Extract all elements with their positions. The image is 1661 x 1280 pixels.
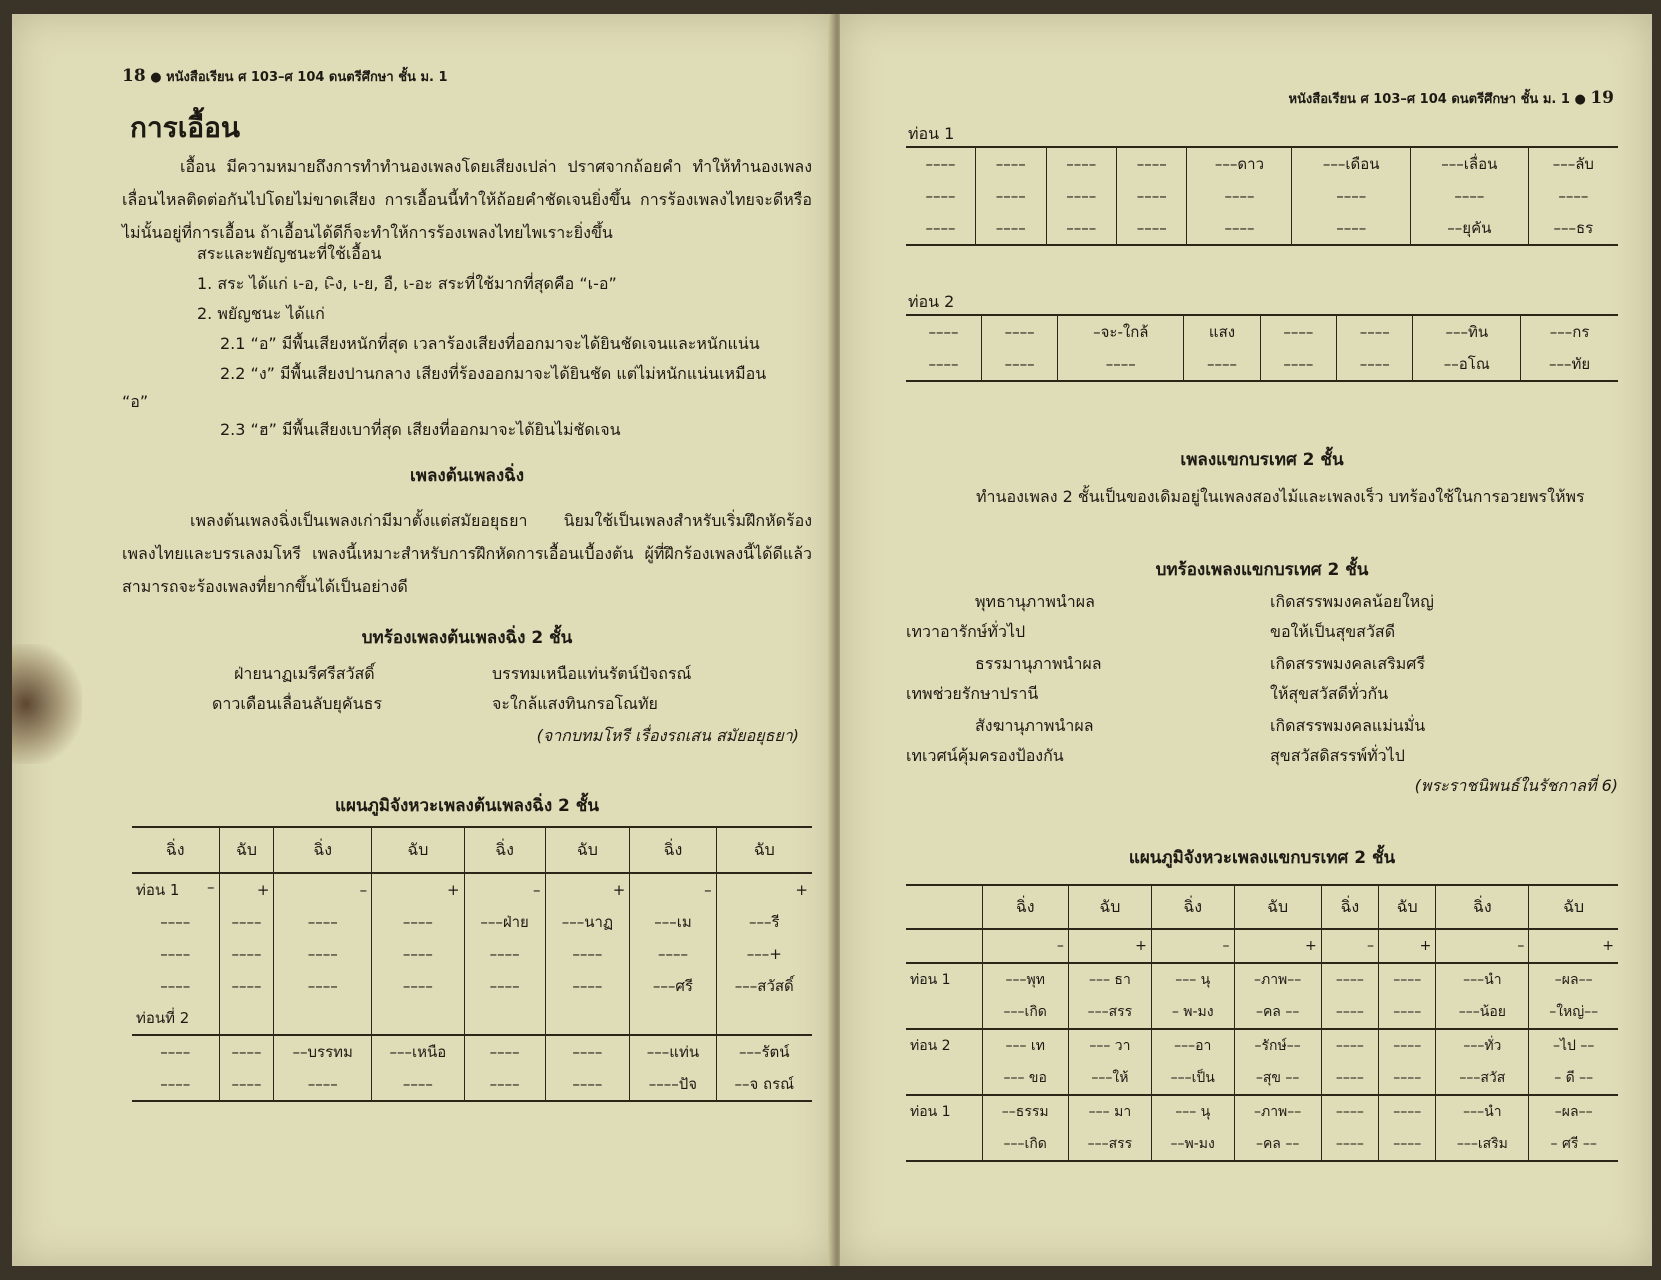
table-cell: –––– bbox=[464, 1035, 545, 1068]
table-cell: –––ทิน bbox=[1413, 315, 1521, 348]
header-cell: ฉับ bbox=[716, 827, 812, 873]
table-cell: –––สรร bbox=[1068, 996, 1151, 1029]
table-cell: –––– bbox=[545, 970, 630, 1002]
table-cell: –ภาพ–– bbox=[1234, 1095, 1321, 1128]
table-row bbox=[906, 348, 1618, 381]
table-cell: –––– bbox=[1058, 348, 1184, 381]
table-cell: –––เป็น bbox=[1151, 1062, 1234, 1095]
table-cell: –––– bbox=[274, 970, 372, 1002]
continued-table-part-2 bbox=[906, 314, 1618, 382]
table-cell: ––– ขอ bbox=[982, 1062, 1068, 1095]
table-cell: –––– bbox=[925, 155, 956, 173]
table-cell: –––– bbox=[1260, 348, 1336, 381]
table-cell: –––– bbox=[372, 906, 465, 938]
table-cell: –––– bbox=[545, 1035, 630, 1068]
table-cell: –––– bbox=[928, 355, 959, 373]
lyric-line: บรรทมเหนือแท่นรัตน์ปัจถรณ์ bbox=[492, 664, 692, 683]
table-cell: –––เสริม bbox=[1436, 1128, 1529, 1161]
list-item: “อ” bbox=[122, 392, 149, 411]
beat-mark: – bbox=[982, 929, 1068, 963]
header-cell: ฉับ bbox=[1529, 885, 1618, 929]
table-cell: –––นำ bbox=[1436, 963, 1529, 996]
page-number: 18 bbox=[122, 66, 146, 86]
table-cell: ––จ ถรณ์ bbox=[716, 1068, 812, 1101]
beat-mark: + bbox=[1379, 929, 1436, 963]
table-cell: –––– bbox=[219, 1068, 274, 1101]
song-heading: เพลงต้นเพลงฉิ่ง bbox=[409, 466, 524, 486]
table-cell: –––รี bbox=[716, 906, 812, 938]
table-cell: –––– bbox=[630, 938, 716, 970]
table-row bbox=[132, 906, 812, 938]
table-row bbox=[906, 963, 1618, 996]
table-cell: –––– bbox=[372, 938, 465, 970]
lyric-line: เทเวศน์คุ้มครองป้องกัน bbox=[906, 746, 1064, 765]
table-row bbox=[132, 938, 812, 970]
lyric-line: สังฆานุภาพนำผล bbox=[975, 716, 1094, 735]
table-cell: –––– bbox=[160, 913, 191, 931]
section-label: ท่อน 2 bbox=[908, 292, 955, 311]
table-cell: –จะ-ใกล้ bbox=[1058, 315, 1184, 348]
beat-mark: – bbox=[464, 873, 545, 906]
table-cell: –––– bbox=[1321, 1029, 1378, 1062]
table-cell: ––– นุ bbox=[1151, 1095, 1234, 1128]
table-cell: –––ให้ bbox=[1068, 1062, 1151, 1095]
table-cell: –––น้อย bbox=[1436, 996, 1529, 1029]
table-cell: –––– bbox=[464, 970, 545, 1002]
table-cell: –––– bbox=[464, 938, 545, 970]
table-cell: –––แท่น bbox=[630, 1035, 716, 1068]
table-row bbox=[906, 996, 1618, 1029]
table-cell: –––– bbox=[1292, 212, 1411, 245]
table-cell: –––เกิด bbox=[982, 1128, 1068, 1161]
table-cell: –สุข –– bbox=[1234, 1062, 1321, 1095]
table-cell: –––– bbox=[925, 187, 956, 205]
table-cell: –ไป –– bbox=[1529, 1029, 1618, 1062]
list-item: 1. สระ ได้แก่ เ-อ, เ-ิง, เ-ย, อื, เ-อะ สระที่ใช้มากที่สุดคือ “เ-อ” bbox=[197, 274, 617, 293]
lyric-line: ให้สุขสวัสดีทั่วกัน bbox=[1270, 684, 1389, 703]
table-cell: –––– bbox=[1321, 1095, 1378, 1128]
table-cell: –––– bbox=[219, 938, 274, 970]
table-cell: ––ธรรม bbox=[982, 1095, 1068, 1128]
table-cell: – ดี –– bbox=[1529, 1062, 1618, 1095]
table-cell: –––ฝ่าย bbox=[464, 906, 545, 938]
table-row bbox=[132, 1002, 812, 1035]
table-cell: –––– bbox=[1292, 180, 1411, 212]
section-title: การเอื้อน bbox=[130, 111, 241, 144]
table-cell: –––นำ bbox=[1436, 1095, 1529, 1128]
table-cell: –––เกิด bbox=[982, 996, 1068, 1029]
table-cell: –––– bbox=[1337, 315, 1413, 348]
table-cell: –––– bbox=[545, 938, 630, 970]
table-cell: –––กร bbox=[1521, 315, 1618, 348]
lyric-source: (จากบทมโหรี เรื่องรถเสน สมัยอยุธยา) bbox=[536, 726, 799, 745]
table-cell: –––– bbox=[1046, 147, 1116, 180]
table-cell: ––พ-มง bbox=[1151, 1128, 1234, 1161]
header-bullet: ● bbox=[150, 70, 162, 85]
beat-mark: + bbox=[219, 873, 274, 906]
lyric-line: เทวาอารักษ์ทั่วไป bbox=[906, 622, 1026, 641]
table-cell: –––– bbox=[274, 1068, 372, 1101]
table-cell: –––เหนือ bbox=[372, 1035, 465, 1068]
header-cell: ฉับ bbox=[1234, 885, 1321, 929]
table-row bbox=[132, 1035, 812, 1068]
table-cell: ––––ปัจ bbox=[630, 1068, 716, 1101]
table-cell: –––เม bbox=[630, 906, 716, 938]
list-item: 2.1 “อ” มีพื้นเสียงหนักที่สุด เวลาร้องเสียงที่ออกมาจะได้ยินชัดเจนและหนักแน่น bbox=[220, 334, 760, 353]
table-cell: –ภาพ–– bbox=[1234, 963, 1321, 996]
song-heading: เพลงแขกบรเทศ 2 ชั้น bbox=[1180, 450, 1344, 470]
lyric-line: ฝ่ายนาฏเมรีศรีสวัสดิ์ bbox=[234, 664, 375, 683]
header-cell: ฉิ่ง bbox=[165, 839, 185, 859]
table-cell: –––– bbox=[1379, 1095, 1436, 1128]
header-cell: ฉิ่ง bbox=[982, 885, 1068, 929]
table-row bbox=[132, 873, 812, 906]
table-cell: –––– bbox=[1528, 180, 1618, 212]
section-label: ท่อน 1 bbox=[908, 124, 955, 143]
table-cell: –คล –– bbox=[1234, 996, 1321, 1029]
section-label: ท่อนที่ 2 bbox=[136, 1009, 190, 1027]
table-cell: –––– bbox=[1321, 1128, 1378, 1161]
table-cell: –––– bbox=[1321, 963, 1378, 996]
lyric-heading: บทร้องเพลงแขกบรเทศ 2 ชั้น bbox=[1155, 560, 1369, 580]
table-cell: –––– bbox=[545, 1068, 630, 1101]
table-cell: –––– bbox=[976, 147, 1046, 180]
table-cell: –––เดือน bbox=[1292, 147, 1411, 180]
section-label: ท่อน 1 bbox=[136, 881, 180, 899]
table-cell: –––– bbox=[925, 219, 956, 237]
table-cell: –––– bbox=[160, 977, 191, 995]
table-cell: –––– bbox=[1321, 996, 1378, 1029]
continued-table bbox=[906, 146, 1618, 246]
table-row bbox=[906, 1128, 1618, 1161]
book-title: หนังสือเรียน ศ 103–ศ 104 ดนตรีศึกษา ชั้น ม. 1 bbox=[166, 70, 448, 85]
beat-mark-row bbox=[906, 929, 1618, 963]
table-cell: –––– bbox=[1187, 212, 1292, 245]
table-cell: –––– bbox=[219, 1035, 274, 1068]
header-cell: ฉับ bbox=[545, 827, 630, 873]
beat-mark: – bbox=[207, 878, 215, 896]
table-cell: –––– bbox=[1379, 1029, 1436, 1062]
table-cell: –––– bbox=[1187, 180, 1292, 212]
beat-mark: – bbox=[1321, 929, 1378, 963]
table-header-row bbox=[132, 827, 812, 873]
beat-mark: + bbox=[1529, 929, 1618, 963]
table-header-row bbox=[906, 885, 1618, 929]
page-number: 19 bbox=[1590, 88, 1614, 108]
table-cell: ––อโณ bbox=[1413, 348, 1521, 381]
table-cell: –ผล–– bbox=[1529, 1095, 1618, 1128]
table-cell: –รักษ์–– bbox=[1234, 1029, 1321, 1062]
table-cell: –––อา bbox=[1151, 1029, 1234, 1062]
table-row bbox=[906, 315, 1618, 348]
table-cell: ––– เท bbox=[982, 1029, 1068, 1062]
table-cell: –––– bbox=[976, 212, 1046, 245]
beat-mark: + bbox=[372, 873, 465, 906]
table-cell: –––– bbox=[160, 945, 191, 963]
song-paragraph: เพลงต้นเพลงฉิ่งเป็นเพลงเก่ามีมาตั้งแต่สมัยอยุธยา นิยมใช้เป็นเพลงสำหรับเริ่มฝึกหัดร้องเพลงไทยและบรรเลงมโหรี เพลงนี้เหมาะสำหรับการฝึกหัดการเอื้อนเบื้องต้น ผู้ที่ฝึกร้องเพลงนี้ได้ดีแล้วสามารถจะร้องเพลงที่ยากขึ้นได้เป็นอย่างดี bbox=[122, 511, 812, 596]
table-row bbox=[906, 212, 1618, 245]
section-label: ท่อน 2 bbox=[910, 1038, 951, 1054]
table-cell: ––– ธา bbox=[1068, 963, 1151, 996]
table-cell: –––– bbox=[219, 906, 274, 938]
table-cell: –––– bbox=[1117, 147, 1187, 180]
table-cell: –––พุท bbox=[982, 963, 1068, 996]
lyric-line: ดาวเดือนเลื่อนลับยุคันธร bbox=[212, 694, 382, 713]
table-cell: –––รัตน์ bbox=[716, 1035, 812, 1068]
lyric-line: พุทธานุภาพนำผล bbox=[975, 592, 1095, 611]
table-cell: –––– bbox=[1379, 1062, 1436, 1095]
table-row bbox=[906, 147, 1618, 180]
beat-mark: + bbox=[1068, 929, 1151, 963]
section-label: ท่อน 1 bbox=[910, 1104, 951, 1120]
table-cell: –––– bbox=[1260, 315, 1336, 348]
table-cell: ––ยุคัน bbox=[1411, 212, 1529, 245]
table-cell: –ใหญ่–– bbox=[1529, 996, 1618, 1029]
lyric-line: เกิดสรรพมงคลเสริมศรี bbox=[1270, 654, 1426, 673]
table-cell: –––– bbox=[160, 1075, 191, 1093]
beat-mark: – bbox=[1151, 929, 1234, 963]
table-cell: –––– bbox=[928, 323, 959, 341]
lyric-source: (พระราชนิพนธ์ในรัชกาลที่ 6) bbox=[1414, 776, 1618, 795]
table-cell: แสง bbox=[1184, 315, 1260, 348]
table-cell: – ศรี –– bbox=[1529, 1128, 1618, 1161]
table-cell: –––– bbox=[981, 315, 1057, 348]
table-cell: –––นาฏ bbox=[545, 906, 630, 938]
lyric-line: สุขสวัสดิสรรพ์ทั่วไป bbox=[1270, 746, 1405, 765]
song-paragraph: ทำนองเพลง 2 ชั้นเป็นของเดิมอยู่ในเพลงสองไม้และเพลงเร็ว บทร้องใช้ในการอวยพรให้พร bbox=[976, 487, 1585, 506]
table-cell: –––– bbox=[1046, 212, 1116, 245]
list-item: 2.2 “ง” มีพื้นเสียงปานกลาง เสียงที่ร้องออกมาจะได้ยินชัด แต่ไม่หนักแน่นเหมือน bbox=[220, 364, 767, 383]
header-bullet: ● bbox=[1574, 92, 1586, 107]
table-row bbox=[132, 970, 812, 1002]
intro-paragraph: เอื้อน มีความหมายถึงการทำทำนองเพลงโดยเสียงเปล่า ปราศจากถ้อยคำ ทำให้ทำนองเพลงเลื่อนไหลติดต่อกันไปโดยไม่ขาดเสียง การเอื้อนนี้ทำให้ถ้อยคำชัดเจนยิ่งขึ้น การร้องเพลงไทยจะดีหรือไม่นั้นอยู่ที่การเอื้อน ถ้าเอื้อนได้ดีก็จะทำให้การร้องเพลงไทยไพเราะยิ่งขึ้น bbox=[122, 157, 812, 242]
table-cell: –––– bbox=[976, 180, 1046, 212]
beat-mark: – bbox=[1436, 929, 1529, 963]
header-cell: ฉับ bbox=[372, 827, 465, 873]
beat-mark: – bbox=[630, 873, 716, 906]
table-cell: –––– bbox=[160, 1043, 191, 1061]
beat-mark: + bbox=[716, 873, 812, 906]
table-cell: –––– bbox=[1337, 348, 1413, 381]
beat-mark: + bbox=[1234, 929, 1321, 963]
lyric-heading: บทร้องเพลงต้นเพลงฉิ่ง 2 ชั้น bbox=[361, 628, 573, 648]
page-header bbox=[1288, 88, 1614, 109]
table-cell: –––ธร bbox=[1528, 212, 1618, 245]
book-title: หนังสือเรียน ศ 103–ศ 104 ดนตรีศึกษา ชั้น ม. 1 bbox=[1288, 92, 1570, 107]
right-page bbox=[840, 14, 1652, 1266]
table-cell: –––ศรี bbox=[630, 970, 716, 1002]
table-cell: –––+ bbox=[716, 938, 812, 970]
lyric-line: ขอให้เป็นสุขสวัสดี bbox=[1270, 622, 1396, 641]
table-cell: –––– bbox=[981, 348, 1057, 381]
table-cell: –––สวัสดิ์ bbox=[716, 970, 812, 1002]
left-page bbox=[12, 14, 835, 1266]
table-cell: –คล –– bbox=[1234, 1128, 1321, 1161]
table-cell: –––ลับ bbox=[1528, 147, 1618, 180]
table-row bbox=[906, 1062, 1618, 1095]
list-item: 2. พยัญชนะ ได้แก่ bbox=[197, 304, 325, 323]
lyric-line: เทพช่วยรักษาปรานี bbox=[906, 684, 1039, 703]
table-cell: –––ทั่ว bbox=[1436, 1029, 1529, 1062]
header-cell: ฉับ bbox=[219, 827, 274, 873]
lyric-line: ธรรมานุภาพนำผล bbox=[975, 654, 1102, 673]
table-row bbox=[132, 1068, 812, 1101]
table-cell: –––– bbox=[274, 906, 372, 938]
table-row bbox=[906, 1029, 1618, 1062]
header-cell: ฉิ่ง bbox=[464, 827, 545, 873]
table-cell: –––สรร bbox=[1068, 1128, 1151, 1161]
table-cell: ––– มา bbox=[1068, 1095, 1151, 1128]
vowel-heading: สระและพยัญชนะที่ใช้เอื้อน bbox=[197, 244, 382, 263]
rhythm-table bbox=[132, 826, 812, 1102]
table-row bbox=[906, 180, 1618, 212]
table-cell: –––– bbox=[1117, 212, 1187, 245]
chart-heading: แผนภูมิจังหวะเพลงแขกบรเทศ 2 ชั้น bbox=[1128, 848, 1396, 868]
header-cell: ฉิ่ง bbox=[1436, 885, 1529, 929]
table-cell: –––เลื่อน bbox=[1411, 147, 1529, 180]
table-cell: –––– bbox=[372, 1068, 465, 1101]
header-cell: ฉิ่ง bbox=[1151, 885, 1234, 929]
table-cell: –––ดาว bbox=[1187, 147, 1292, 180]
table-cell: –––– bbox=[1184, 348, 1260, 381]
header-cell: ฉิ่ง bbox=[1321, 885, 1378, 929]
table-cell: –––– bbox=[1321, 1062, 1378, 1095]
table-cell: –––– bbox=[1411, 180, 1529, 212]
table-cell: –––สวัส bbox=[1436, 1062, 1529, 1095]
page-stain bbox=[12, 644, 82, 764]
table-cell: –––– bbox=[1379, 1128, 1436, 1161]
rhythm-table bbox=[906, 884, 1618, 1162]
table-cell: –––– bbox=[274, 938, 372, 970]
table-cell: ––บรรทม bbox=[274, 1035, 372, 1068]
table-cell: – พ-มง bbox=[1151, 996, 1234, 1029]
table-cell: –––ทัย bbox=[1521, 348, 1618, 381]
lyric-line: เกิดสรรพมงคลแม่นมั่น bbox=[1270, 716, 1426, 735]
lyric-line: จะใกล้แสงทินกรอโณทัย bbox=[492, 694, 658, 713]
beat-mark: + bbox=[545, 873, 630, 906]
lyric-line: เกิดสรรพมงคลน้อยใหญ่ bbox=[1270, 592, 1434, 611]
header-cell: ฉิ่ง bbox=[630, 827, 716, 873]
page-header bbox=[122, 66, 448, 87]
header-cell: ฉับ bbox=[1379, 885, 1436, 929]
table-cell: –ผล–– bbox=[1529, 963, 1618, 996]
header-cell: ฉับ bbox=[1068, 885, 1151, 929]
table-cell: –––– bbox=[1379, 996, 1436, 1029]
chart-heading: แผนภูมิจังหวะเพลงต้นเพลงฉิ่ง 2 ชั้น bbox=[335, 796, 599, 816]
table-cell: ––– นุ bbox=[1151, 963, 1234, 996]
section-label: ท่อน 1 bbox=[910, 972, 951, 988]
table-row bbox=[906, 1095, 1618, 1128]
list-item: 2.3 “ฮ” มีพื้นเสียงเบาที่สุด เสียงที่ออกมาจะได้ยินไม่ชัดเจน bbox=[220, 420, 621, 439]
table-cell: –––– bbox=[1379, 963, 1436, 996]
table-cell: –––– bbox=[1117, 180, 1187, 212]
table-cell: –––– bbox=[1046, 180, 1116, 212]
table-cell: ––– วา bbox=[1068, 1029, 1151, 1062]
beat-mark: – bbox=[274, 873, 372, 906]
header-cell: ฉิ่ง bbox=[274, 827, 372, 873]
table-cell: –––– bbox=[219, 970, 274, 1002]
table-cell: –––– bbox=[464, 1068, 545, 1101]
table-cell: –––– bbox=[372, 970, 465, 1002]
